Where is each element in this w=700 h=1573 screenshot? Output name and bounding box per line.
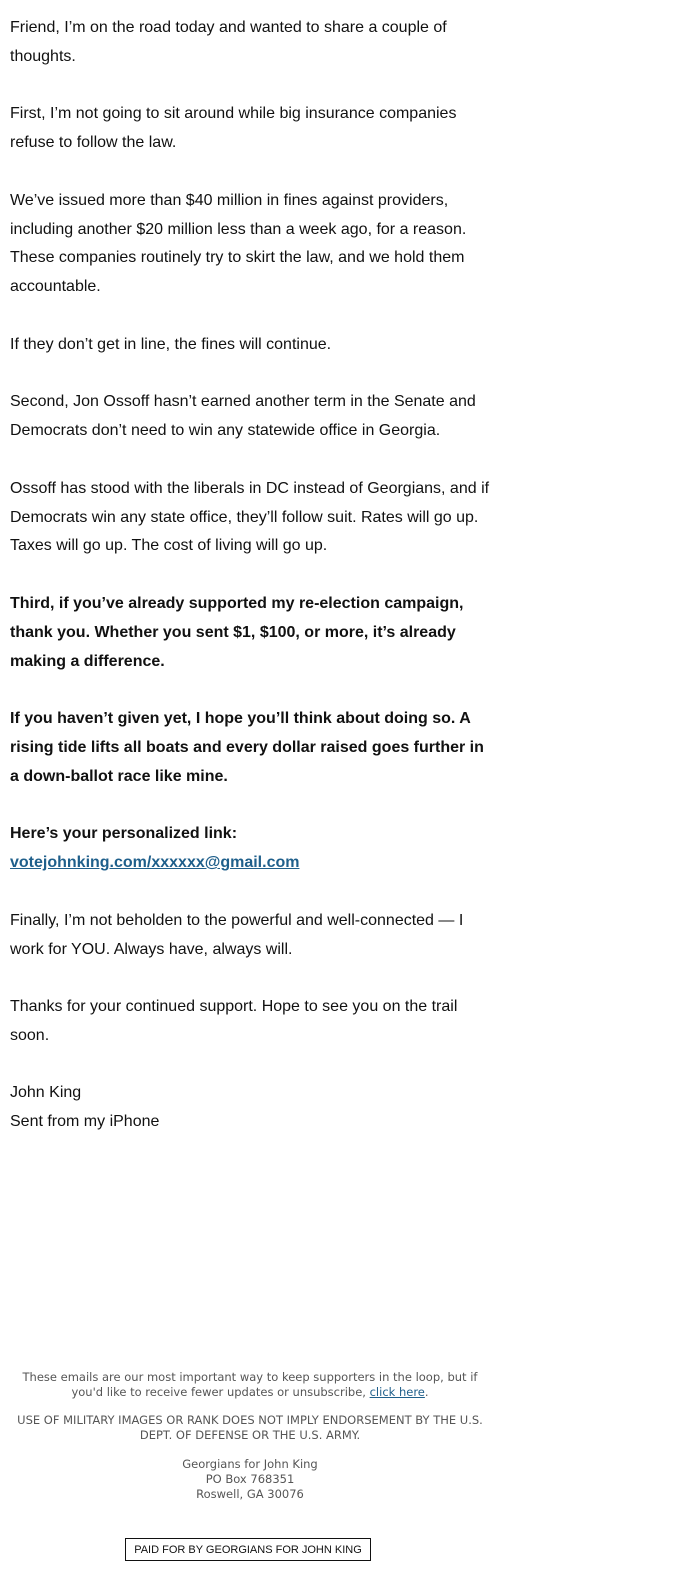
paragraph-fines: We’ve issued more than $40 million in fines against providers, including another $20 million less than a week ago, for a reason. These companies routinely try to skirt the law, and we hold them accountable. — [10, 191, 467, 296]
military-disclaimer: USE OF MILITARY IMAGES OR RANK DOES NOT IMPLY ENDORSEMENT BY THE U.S. DEPT. OF DEFENSE OR THE U.S. ARMY. — [17, 1413, 483, 1442]
letter-body — [10, 14, 495, 1166]
signature-name: John King — [10, 1084, 82, 1102]
unsubscribe-link[interactable]: click here — [369, 1385, 425, 1399]
address-line-1: PO Box 768351 — [205, 1472, 295, 1486]
paragraph-ask: If you haven’t given yet, I hope you’ll think about doing so. A rising tide lifts all boats and every dollar raised goes further in a down-ballot race like mine. — [10, 710, 484, 785]
paid-for-box: PAID FOR BY GEORGIANS FOR JOHN KING — [125, 1538, 371, 1561]
paragraph-support: Thanks for your continued support. Hope to see you on the trail soon. — [10, 998, 458, 1044]
personalized-link-block — [10, 820, 495, 878]
paragraph-greeting: Friend, I’m on the road today and wanted to share a couple of thoughts. — [10, 19, 447, 65]
signature — [10, 1079, 495, 1137]
unsubscribe-text: These emails are our most important way to keep supporters in the loop, but if you'd like to receive fewer updates or unsubscribe, — [22, 1370, 478, 1399]
paragraph-insurance: First, I’m not going to sit around while big insurance companies refuse to follow the law. — [10, 105, 457, 152]
paragraph-ossoff: Second, Jon Ossoff hasn’t earned another term in the Senate and Democrats don’t need to win any statewide office in Georgia. — [10, 393, 476, 440]
link-intro: Here’s your personalized link: — [10, 825, 238, 843]
unsubscribe-notice — [10, 1370, 490, 1400]
paragraph-finally: Finally, I’m not beholden to the powerful and well-connected — I work for YOU. Always have, always will. — [10, 911, 464, 958]
signature-device: Sent from my iPhone — [10, 1113, 160, 1131]
mailing-address — [10, 1457, 490, 1502]
address-line-2: Roswell, GA 30076 — [196, 1487, 304, 1501]
paragraph-thanks: Third, if you’ve already supported my re-election campaign, thank you. Whether you sent $1, $100, or more, it’s already making a difference. — [10, 594, 464, 670]
unsubscribe-period: . — [424, 1385, 429, 1399]
paragraph-liberals: Ossoff has stood with the liberals in DC instead of Georgians, and if Democrats win any state office, they’ll follow suit. Rates will go up. Taxes will go up. The cost of living will go up. — [10, 479, 490, 555]
personalized-donate-link[interactable]: votejohnking.com/xxxxxx@gmail.com — [10, 854, 300, 872]
org-name: Georgians for John King — [182, 1457, 318, 1471]
paragraph-fines-continue: If they don’t get in line, the fines will continue. — [10, 335, 332, 353]
